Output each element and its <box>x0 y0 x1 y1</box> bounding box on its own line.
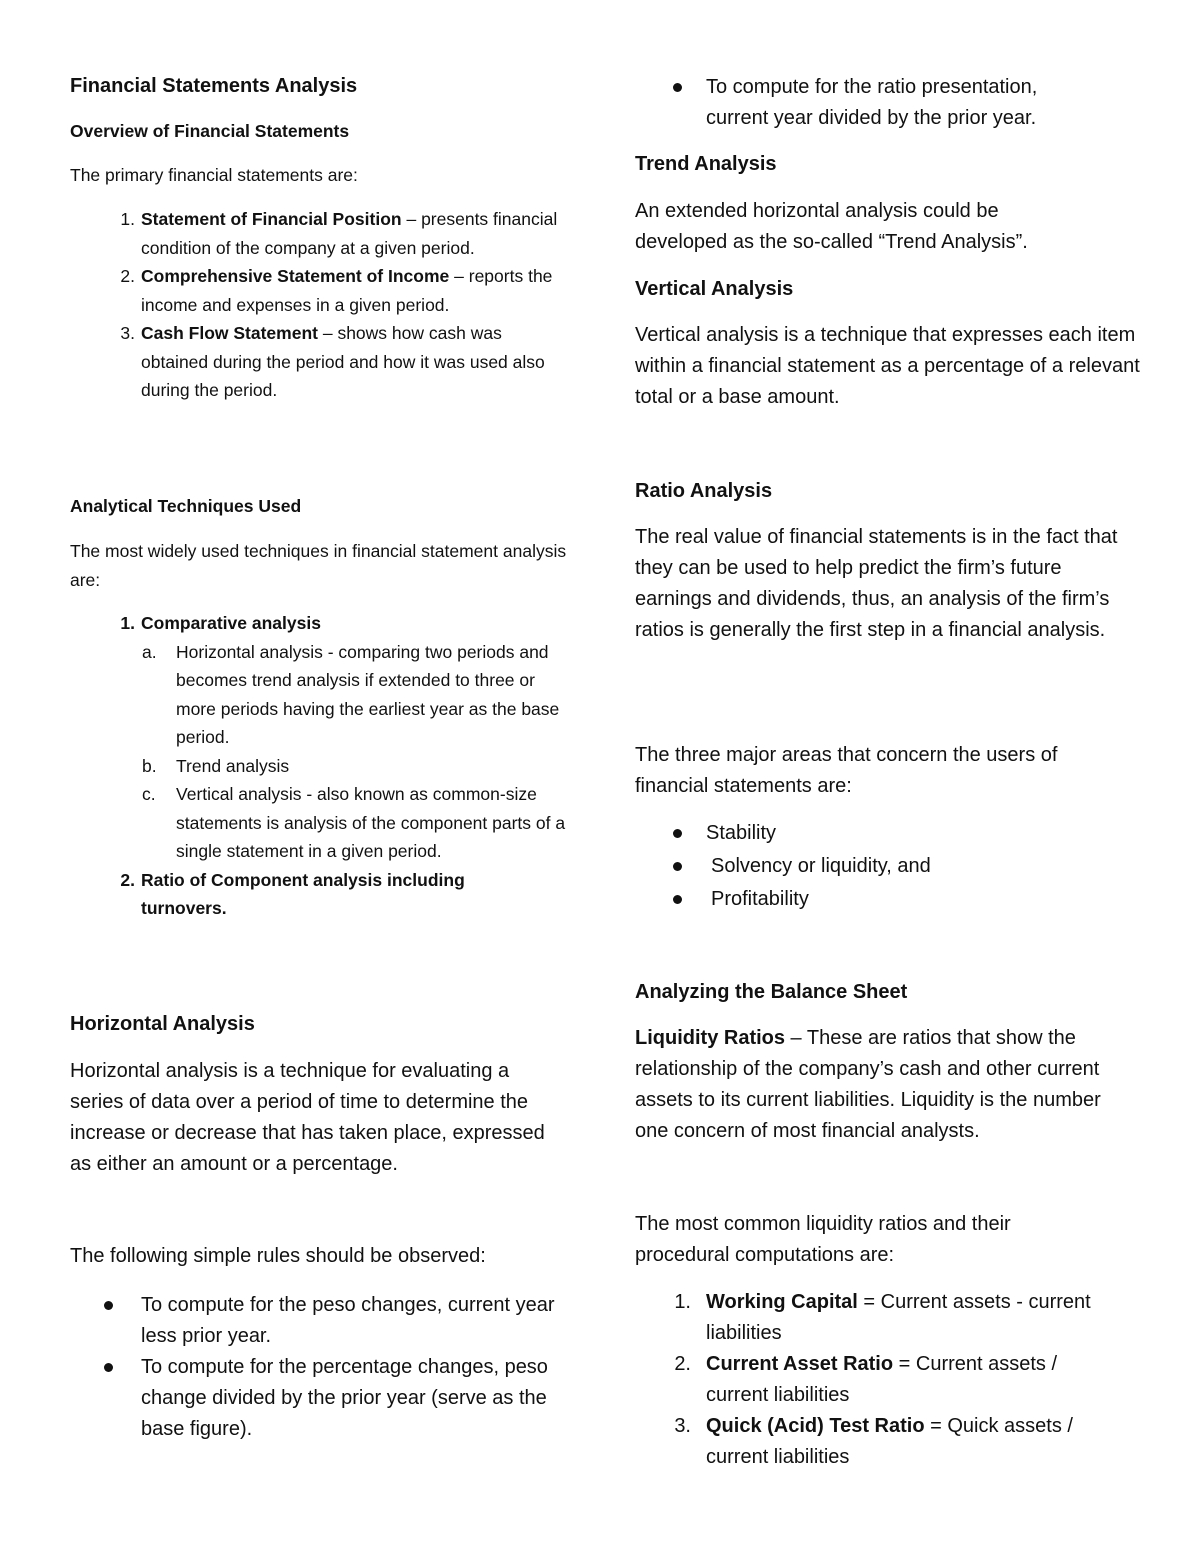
rules-list <box>70 1290 570 1445</box>
bullet-icon <box>673 895 682 904</box>
ratios-list <box>635 1287 1145 1473</box>
list-item: 1. Comparative analysis <box>120 613 321 633</box>
ratio-heading: Ratio Analysis <box>635 480 773 502</box>
list-item: To compute for the percentage changes, peso change divided by the prior year (serve as the base figure). <box>70 1352 570 1445</box>
rules-list-continued <box>635 72 1145 134</box>
bullet-icon <box>673 83 682 92</box>
list-item: 2. Current Asset Ratio = Current assets / current liabilities <box>674 1353 1058 1406</box>
list-item: Profitability <box>635 884 1145 915</box>
list-item: To compute for the ratio presentation, current year divided by the prior year. <box>635 72 1086 134</box>
bullet-icon <box>104 1363 113 1372</box>
techniques-heading: Analytical Techniques Used <box>70 496 302 516</box>
horizontal-text: Horizontal analysis is a technique for evaluating a series of data over a period of time to determine the increase or decrease that has taken place, expressed as either an amount or a percentage. <box>70 1060 545 1175</box>
vertical-text: Vertical analysis is a technique that expresses each item within a financial statement as a percentage of a relevant total or a base amount. <box>635 324 1140 408</box>
overview-intro: The primary financial statements are: <box>70 165 358 185</box>
statements-list <box>70 205 570 405</box>
bullet-icon <box>673 829 682 838</box>
rules-intro: The following simple rules should be observed: <box>70 1245 486 1267</box>
vertical-heading: Vertical Analysis <box>635 278 794 300</box>
overview-heading: Overview of Financial Statements <box>70 121 350 141</box>
balance-heading: Analyzing the Balance Sheet <box>635 981 908 1003</box>
techniques-intro: The most widely used techniques in financial statement analysis are: <box>70 541 567 590</box>
bullet-icon <box>673 862 682 871</box>
trend-text: An extended horizontal analysis could be developed as the so-called “Trend Analysis”. <box>635 200 1028 253</box>
areas-intro: The three major areas that concern the users of financial statements are: <box>635 744 1058 797</box>
list-item: b. Trend analysis <box>142 755 290 776</box>
list-item: 1. Statement of Financial Position – presents financial condition of the company at a given period. <box>120 209 558 258</box>
bullet-icon <box>104 1301 113 1310</box>
list-item: To compute for the peso changes, current year less prior year. <box>70 1290 570 1352</box>
ratio-text: The real value of financial statements is in the fact that they can be used to help predict the firm’s future earnings and dividends, thus, an analysis of the firm’s ratios is generally the first step in a financial analysis. <box>635 526 1118 641</box>
techniques-list <box>70 609 570 923</box>
comparative-sublist <box>70 638 570 866</box>
horizontal-heading: Horizontal Analysis <box>70 1013 255 1035</box>
list-item: 3. Quick (Acid) Test Ratio = Quick assets / current liabilities <box>674 1415 1073 1468</box>
areas-list <box>635 818 1145 915</box>
list-item: 1. Working Capital = Current assets - current liabilities <box>674 1291 1091 1344</box>
trend-heading: Trend Analysis <box>635 153 777 175</box>
list-item: Stability <box>635 818 1145 849</box>
list-item: 3. Cash Flow Statement – shows how cash was obtained during the period and how it was used also during the period. <box>120 323 545 400</box>
document-title: Financial Statements Analysis <box>70 75 358 97</box>
list-item: a. Horizontal analysis - comparing two periods and becomes trend analysis if extended to three or more periods having the earliest year as the base period. <box>142 641 560 747</box>
list-item: c. Vertical analysis - also known as common-size statements is analysis of the component parts of a single statement in a given period. <box>142 784 566 861</box>
list-item: 2. Comprehensive Statement of Income – reports the income and expenses in a given period. <box>120 266 553 315</box>
list-item: 2. Ratio of Component analysis including turnovers. <box>120 869 465 918</box>
list-item: Solvency or liquidity, and <box>635 851 1145 882</box>
liquidity-paragraph: Liquidity Ratios – These are ratios that show the relationship of the company’s cash and other current assets to its current liabilities. Liquidity is the number one concern of most financial analysts. <box>635 1027 1101 1142</box>
ratios-intro: The most common liquidity ratios and their procedural computations are: <box>635 1213 1011 1266</box>
